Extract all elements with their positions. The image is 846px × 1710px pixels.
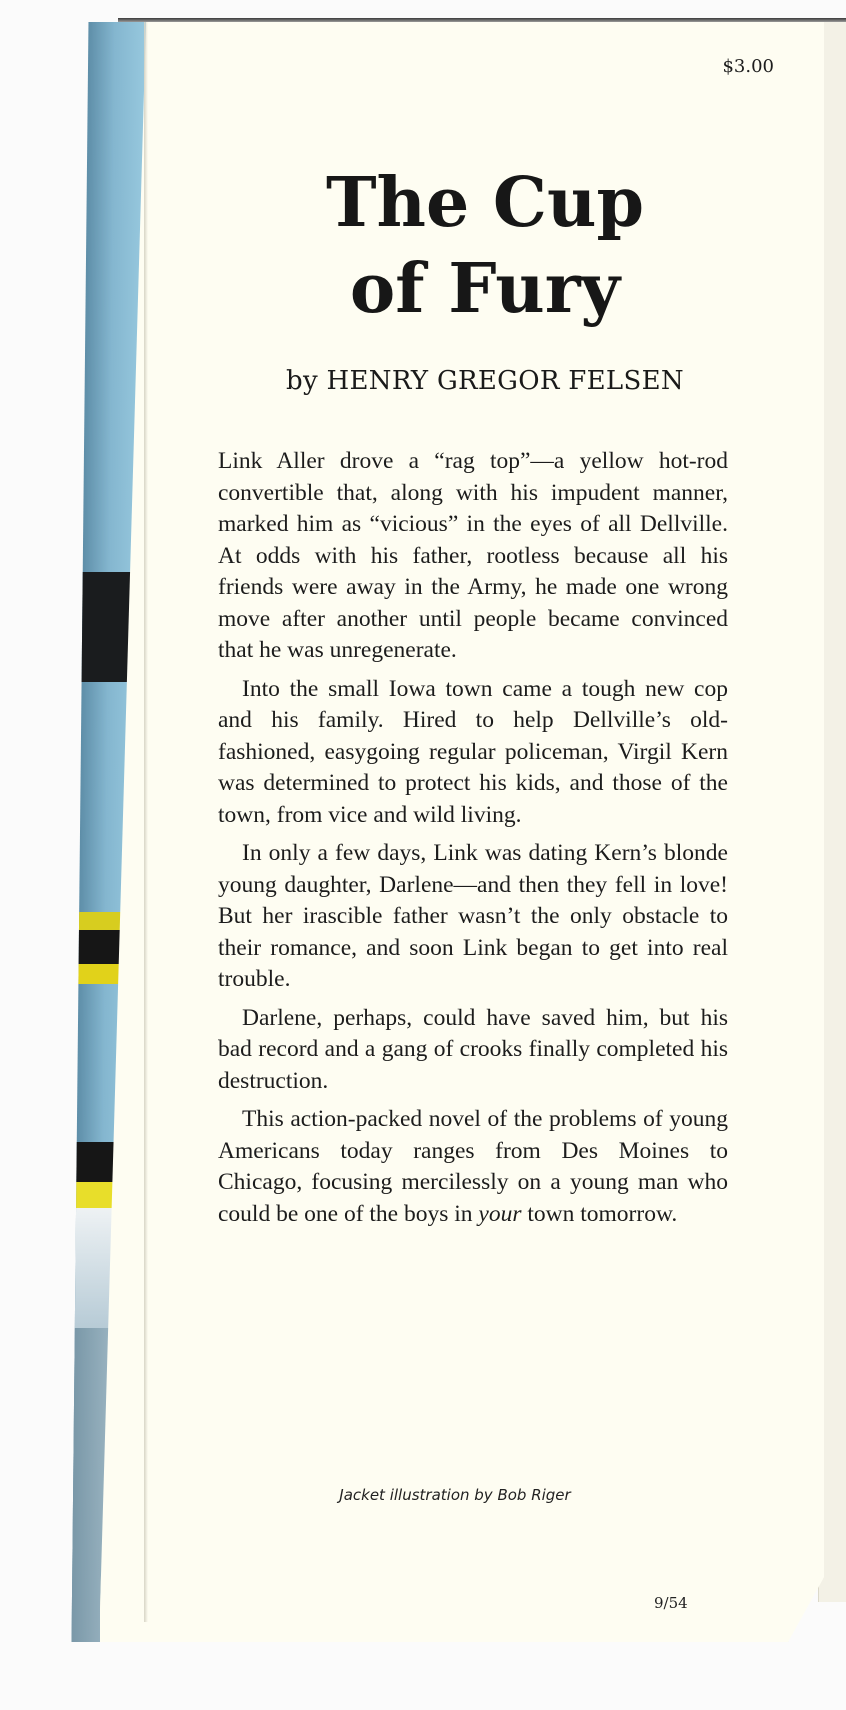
flap-fold-shadow xyxy=(144,22,148,1622)
blurb-emphasis: your xyxy=(478,1200,522,1227)
illustration-credit: Jacket illustration by Bob Riger xyxy=(339,1486,571,1504)
blurb-paragraph: Link Aller drove a “rag top”—a yellow hot-rod convertible that, along with his impudent manner, marked him as “vicious” in the eyes of all Dellville. At odds with his father, rootless because all his friends were away in the Army, he made one wrong move after another until people became convinced that he was unregenerate. xyxy=(218,448,728,663)
price-label: $3.00 xyxy=(722,56,774,77)
blurb-text-run: This action-packed novel of the problems of young Americans today ranges from Des Moines to Chicago, focusing mercilessly on a young man who could be one of the boys in xyxy=(218,1106,728,1227)
title-line: of Fury xyxy=(349,249,621,329)
blurb-text xyxy=(218,446,728,1237)
blurb-text-run: town tomorrow. xyxy=(521,1200,678,1227)
blurb-paragraph: In only a few days, Link was dating Kern’s blonde young daughter, Darlene—and then they fell in love! But her irascible father wasn’t the only obstacle to their romance, and soon Link began to get into real trouble. xyxy=(218,840,728,992)
title-line: The Cup xyxy=(325,163,645,243)
blurb-paragraph xyxy=(218,1104,728,1230)
book-title xyxy=(200,160,770,332)
author-byline: by HENRY GREGOR FELSEN xyxy=(286,366,684,396)
print-code: 9/54 xyxy=(654,1594,688,1612)
blurb-paragraph: Into the small Iowa town came a tough new cop and his family. Hired to help Dellville’s old-fashioned, easygoing regular policeman, Virgil Kern was determined to protect his kids, and those of the town, from vice and wild living. xyxy=(218,675,728,828)
blurb-paragraph: Darlene, perhaps, could have saved him, but his bad record and a gang of crooks finally completed his destruction. xyxy=(218,1004,728,1094)
